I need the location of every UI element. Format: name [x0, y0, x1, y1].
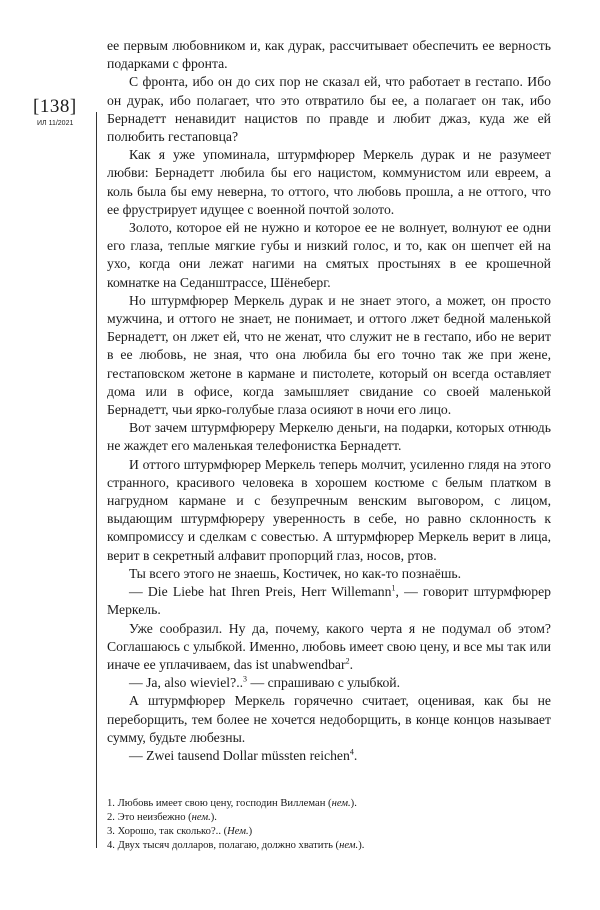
journal-issue: ИЛ 11/2021 — [37, 120, 74, 127]
footnote-text: 2. Это неизбежно ( — [107, 812, 192, 823]
paragraph: Золото, которое ей не нужно и которое ее не волнует, волнуют ее одни его глаза, теплые мягкие губы и низкий голос, и то, как он шепчет ей на ухо, когда они лежат нагими на смятых простынях в ее крошечной комнатке на Седанштрассе, Шёнеберг. — [107, 220, 551, 290]
footnote — [107, 825, 551, 839]
footnote-tail: ) — [248, 826, 253, 837]
footnote-lang: нем. — [191, 812, 211, 823]
footnotes — [107, 797, 551, 853]
dialogue-paragraph — [107, 583, 551, 619]
footnote — [107, 797, 551, 811]
footnote-text: 3. Хорошо, так сколько?.. ( — [107, 826, 228, 837]
dialogue-text: Уже сообразил. Ну да, почему, какого черта я не подумал об этом? Соглашаюсь с улыбкой. Именно, любовь имеет свою цену, и все мы так или иначе ее уплачиваем, das ist unabwendbar — [107, 620, 551, 672]
footnote-lang: нем. — [339, 840, 359, 851]
dialogue-text: — Zwei tausend Dollar müssten reichen — [129, 747, 350, 763]
footnote-lang: Нем. — [227, 826, 249, 837]
dialogue-text: . — [353, 747, 358, 763]
footnote-lang: нем. — [331, 798, 351, 809]
footnote — [107, 839, 551, 853]
footnote-text: 1. Любовь имеет свою цену, господин Виллеман ( — [107, 798, 332, 809]
footnote-tail: ). — [210, 812, 217, 823]
paragraph: Ты всего этого не знаешь, Костичек, но как-то познаёшь. — [129, 565, 462, 581]
paragraph: И оттого штурмфюрер Меркель теперь молчит, усиленно глядя на этого странного, красивого человека в хорошем костюме с белым платком в нагрудном кармане и с безупречным венским выговором, с лицом, выдающим штурмфюреру уверенность в себе, но равно склонность к компромиссу и сделкам с совестью. А штурмфюрер Меркель верит в лица, верит в секретный алфавит пропорций глаз, носов, ртов. — [107, 456, 551, 563]
paragraph: Вот зачем штурмфюреру Меркелю деньги, на подарки, которых отнюдь не жаждет его маленькая телефонистка Бернадетт. — [107, 420, 551, 454]
footnote-ref: 2 — [345, 656, 350, 666]
dialogue-paragraph — [107, 747, 551, 765]
paragraph: Как я уже упоминала, штурмфюрер Меркель дурак и не разумеет любви: Бернадетт любила бы его нацистом, коммунистом или евреем, а коль была бы ему неверна, то оттого, что любовь прошла, а не оттого, что ее фрустрирует идущее с военной почтой золото. — [107, 147, 551, 217]
footnote-tail: ). — [358, 840, 365, 851]
page-number: [138] — [33, 96, 77, 117]
dialogue-paragraph — [107, 620, 551, 675]
dialogue-text: , — говорит штурмфюрер Меркель. — [107, 584, 551, 618]
paragraph: Но штурмфюрер Меркель дурак и не знает этого, а может, он просто мужчина, и оттого не знает, не понимает, и оттого лжет бедной маленькой Бернадетт, он лжет ей, что не женат, что служит не в гестапо, ибо не верит в ее любовь, не зная, что она любила бы его точно так же при жене, гестаповском жетоне в кармане и пистолете, который он всегда оставляет дома или в офисе, когда замышляет свидание со своей маленькой Бернадетт, чьи ярко-голубые глаза осияют в ночи его лицо. — [107, 292, 551, 418]
footnote-ref: 1 — [391, 583, 396, 593]
body-text — [107, 37, 551, 765]
footnote-text: 4. Двух тысяч долларов, полагаю, должно хватить ( — [107, 840, 340, 851]
dialogue-paragraph — [107, 692, 551, 747]
dialogue-text: А штурмфюрер Меркель горячечно считает, оценивая, как бы не переборщить, тем более не хочется недоборщить, в конце концов называет сумму, будьте любезны. — [107, 693, 551, 745]
footnote-tail: ). — [350, 798, 357, 809]
dialogue-text: — Die Liebe hat Ihren Preis, Herr Willemann — [129, 584, 392, 600]
paragraph: С фронта, ибо он до сих пор не сказал ей, что работает в гестапо. Ибо он дурак, ибо полагает, что это отвратило бы ее, а полагает он так, ибо Бернадетт ненавидит нацистов по правде и любит джаз, куда же ей полюбить гестаповца? — [107, 74, 551, 145]
footnote-ref: 3 — [243, 674, 248, 684]
footnote — [107, 811, 551, 825]
margin-rule — [96, 112, 97, 848]
footnote-ref: 4 — [349, 747, 354, 757]
paragraph: ее первым любовником и, как дурак, рассчитывает обеспечить ее верность подарками с фронта. — [107, 38, 551, 72]
dialogue-paragraph — [107, 674, 551, 692]
dialogue-text: — Ja, also wieviel?.. — [129, 675, 244, 691]
dialogue-text: . — [349, 656, 353, 672]
dialogue-text: — спрашиваю с улыбкой. — [247, 675, 401, 691]
